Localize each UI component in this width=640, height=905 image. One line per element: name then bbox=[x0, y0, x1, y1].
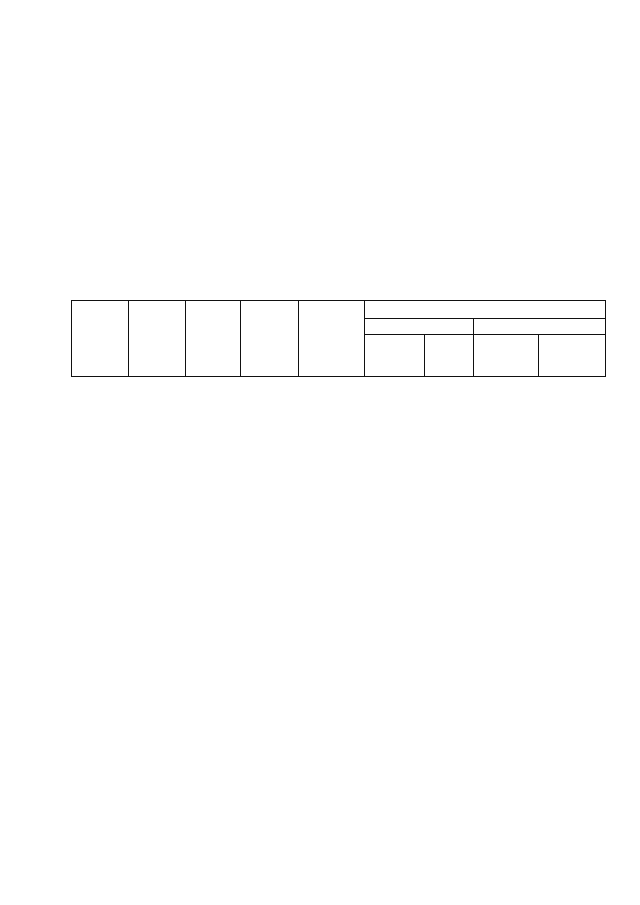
header-bark-yield bbox=[365, 301, 606, 319]
header-age bbox=[72, 301, 129, 377]
header-height bbox=[129, 301, 186, 377]
header-pubescent-per-ha bbox=[539, 335, 606, 377]
header-pubescent bbox=[474, 319, 606, 335]
header-diameter bbox=[186, 301, 241, 377]
header-pendula-per-ha bbox=[425, 335, 474, 377]
header-stems bbox=[241, 301, 299, 377]
birch-bark-stock-table bbox=[71, 300, 606, 377]
table-header bbox=[72, 301, 606, 377]
header-pendula-per-tree bbox=[365, 335, 425, 377]
header-wood-stock bbox=[299, 301, 365, 377]
header-pubescent-per-tree bbox=[474, 335, 539, 377]
header-pendula bbox=[365, 319, 474, 335]
